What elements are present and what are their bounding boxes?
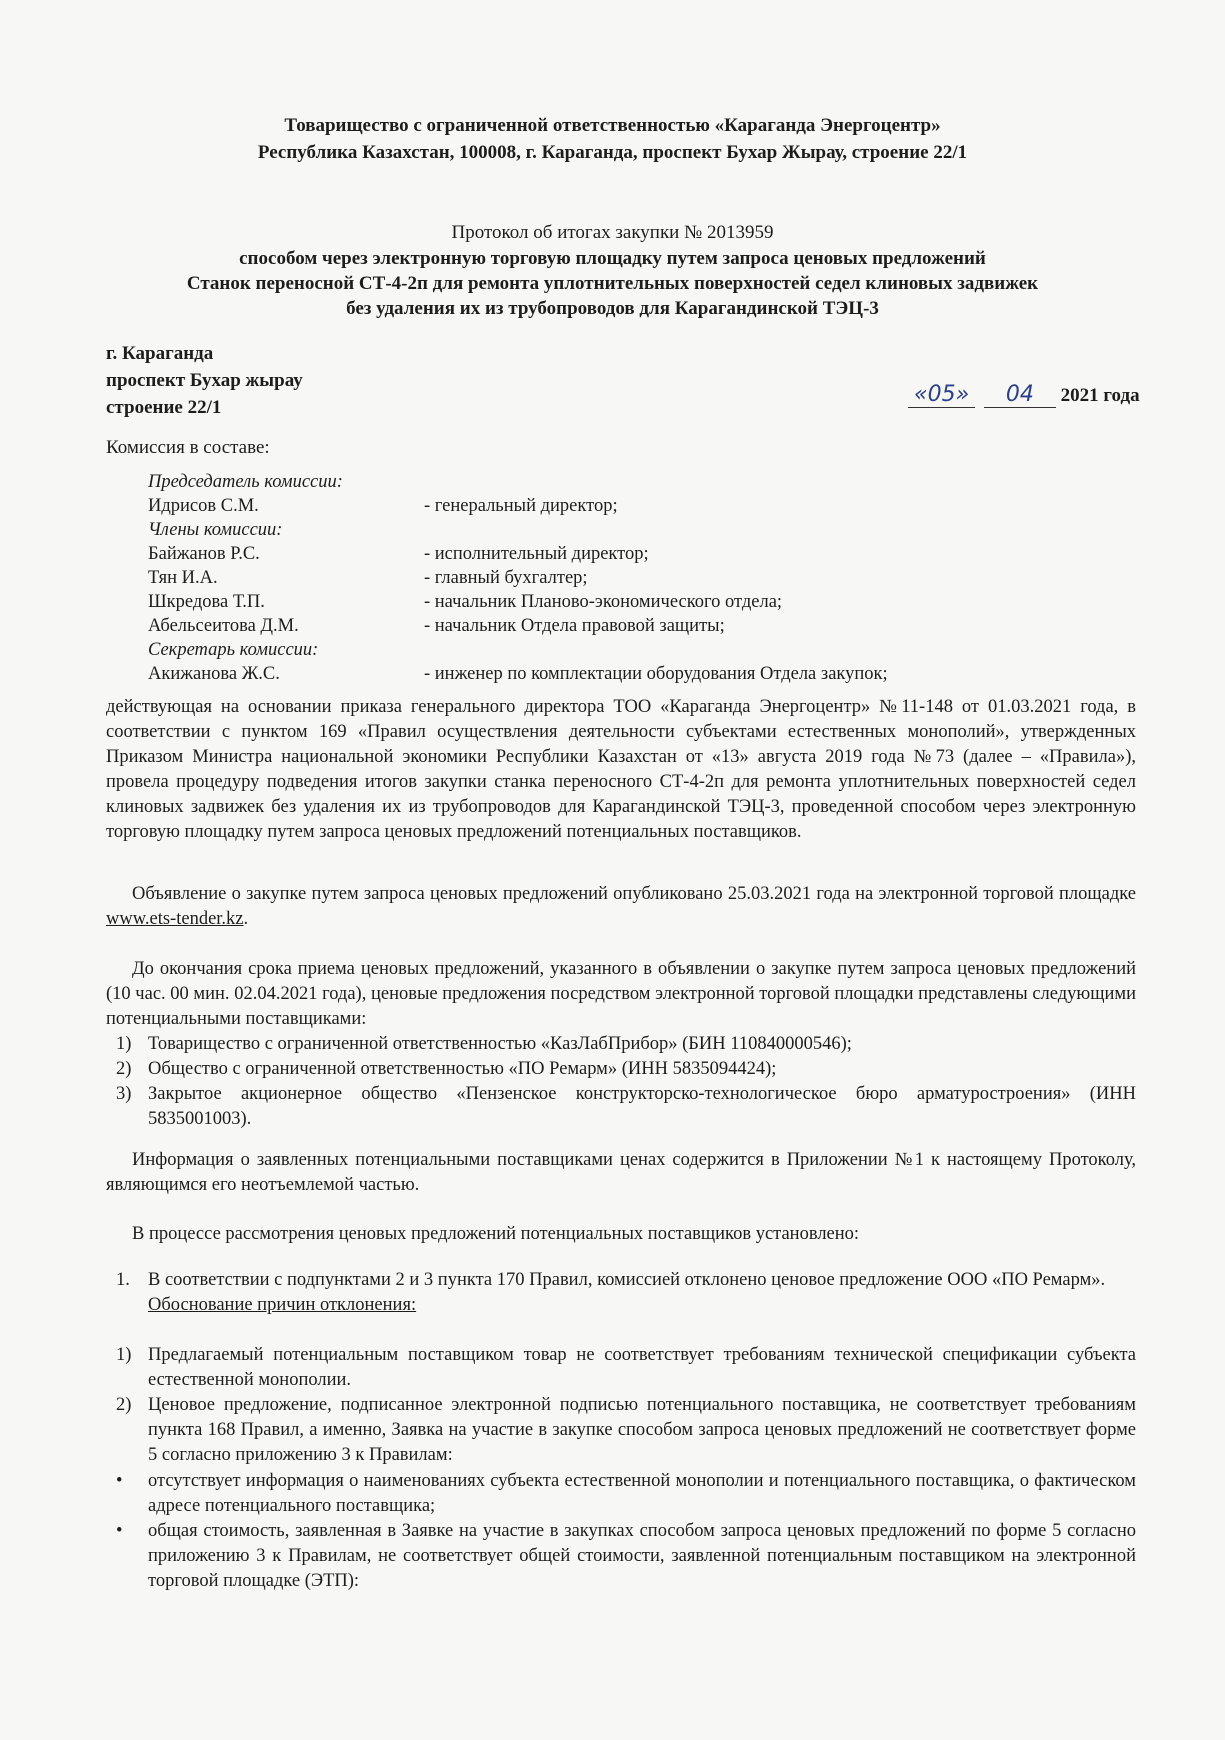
org-name: Товарищество с ограниченной ответственностью «Караганда Энергоцентр» [284, 115, 941, 136]
member-position: - исполнительный директор; [424, 544, 649, 564]
supplier-item-number: 3) [116, 1084, 132, 1104]
protocol-subtitle-2: Станок переносной СТ-4-2п для ремонта уплотнительных поверхностей седел клиновых задвижек [186, 273, 1039, 294]
ets-tender-link[interactable]: www.ets-tender.kz [106, 909, 244, 929]
member-name: Тян И.А. [148, 568, 218, 588]
commission-label: Комиссия в составе: [106, 437, 270, 458]
protocol-subtitle-1: способом через электронную торговую площадку путем запроса ценовых предложений [239, 248, 986, 269]
member-name: Идрисов С.М. [148, 496, 259, 516]
commission-row [148, 638, 1048, 662]
bullet-icon: • [116, 1521, 123, 1541]
commission-role-heading: Члены комиссии: [148, 520, 283, 540]
reason-item-text: Предлагаемый потенциальным поставщиком товар не соответствует требованиям технической спецификации субъекта естественной монополии. [148, 1345, 1136, 1390]
reason-item-number: 1) [116, 1345, 132, 1365]
member-position: - начальник Отдела правовой защиты; [424, 616, 725, 636]
finding-1 [106, 1268, 1136, 1318]
member-position: - главный бухгалтер; [424, 568, 588, 588]
supplier-item-number: 2) [116, 1059, 132, 1079]
detail-bullet-item [106, 1519, 1136, 1594]
commission-row [148, 542, 1048, 566]
paragraph-announcement: Объявление о закупке путем запроса ценовых предложений опубликовано 25.03.2021 года на электронной торговой площадке www.ets-tender.kz. [106, 884, 1136, 929]
date-year: 2021 года [1060, 385, 1140, 406]
supplier-item [106, 1032, 1136, 1057]
reason-item [106, 1393, 1136, 1468]
supplier-item-text: Закрытое акционерное общество «Пензенское конструкторско-технологическое бюро арматуростроения» (ИНН 5835001003). [148, 1084, 1136, 1129]
commission-members [148, 470, 1048, 686]
commission-row [148, 662, 1048, 686]
place-street: проспект Бухар жырау [106, 370, 303, 391]
commission-row [148, 614, 1048, 638]
paragraph-basis: действующая на основании приказа генерального директора ТОО «Караганда Энергоцентр» №11-148 от 01.03.2021 года, в соответствии с пунктом 169 «Правил осуществления деятельности субъектами естественных монополий», утвержденных Приказом Министра национальной экономики Республики Казахстан от «13» августа 2019 года №73 (далее – «Правила»), провела процедуру подведения итогов закупки станка переносного СТ-4-2п для ремонта уплотнительных поверхностей седел клиновых задвижек без удаления их из трубопроводов для Карагандинской ТЭЦ-3, проведенной способом через электронную торговую площадку путем запроса ценовых предложений потенциальных поставщиков. [106, 697, 1136, 842]
supplier-item [106, 1082, 1136, 1132]
commission-row [148, 566, 1048, 590]
commission-row [148, 590, 1048, 614]
paragraph-offers: До окончания срока приема ценовых предложений, указанного в объявлении о закупке путем запроса ценовых предложений (10 час. 00 мин. 02.04.2021 года), ценовые предложения посредством электронной торговой площадки представлены следующими потенциальными поставщиками: [106, 959, 1136, 1029]
commission-row [148, 494, 1048, 518]
supplier-list [106, 1032, 1136, 1132]
member-position: - инженер по комплектации оборудования Отдела закупок; [424, 664, 888, 684]
rejection-reasons-list [106, 1343, 1136, 1468]
org-address: Республика Казахстан, 100008, г. Караганда, проспект Бухар Жырау, строение 22/1 [257, 142, 968, 163]
paragraph-prices: Информация о заявленных потенциальными поставщиками ценах содержится в Приложении №1 к настоящему Протоколу, являющимся его неотъемлемой частью. [106, 1150, 1136, 1195]
member-name: Абельсеитова Д.М. [148, 616, 299, 636]
reason-item [106, 1343, 1136, 1393]
place-building: строение 22/1 [106, 397, 222, 418]
protocol-title: Протокол об итогах закупки № 2013959 [451, 222, 774, 243]
bullet-icon: • [116, 1471, 123, 1491]
member-position: - генеральный директор; [424, 496, 618, 516]
supplier-item-text: Товарищество с ограниченной ответственностью «КазЛабПрибор» (БИН 110840000546); [148, 1034, 852, 1054]
member-position: - начальник Планово-экономического отдела; [424, 592, 783, 612]
protocol-subtitle-3: без удаления их из трубопроводов для Карагандинской ТЭЦ-3 [346, 298, 879, 319]
date-month: 04 [984, 382, 1056, 408]
supplier-item-text: Общество с ограниченной ответственностью «ПО Ремарм» (ИНН 5835094424); [148, 1059, 777, 1079]
member-name: Байжанов Р.С. [148, 544, 260, 564]
rejection-details-list [106, 1469, 1136, 1594]
paragraph-review: В процессе рассмотрения ценовых предложений потенциальных поставщиков установлено: [132, 1224, 860, 1244]
commission-role-heading: Секретарь комиссии: [148, 640, 319, 660]
commission-row [148, 518, 1048, 542]
member-name: Шкредова Т.П. [148, 592, 265, 612]
place-block [106, 340, 303, 421]
reason-item-text: Ценовое предложение, подписанное электронной подписью потенциального поставщика, не соответствует требованиям пункта 168 Правил, а именно, Заявка на участие в закупке способом запроса ценовых предложений не соответствует форме 5 согласно приложению 3 к Правилам: [148, 1395, 1136, 1465]
protocol-date [908, 382, 1140, 407]
reason-item-number: 2) [116, 1395, 132, 1415]
commission-row [148, 470, 1048, 494]
date-day: «05» [908, 382, 975, 408]
supplier-item [106, 1057, 1136, 1082]
rejection-reasons-label: Обоснование причин отклонения: [148, 1295, 417, 1315]
detail-bullet-item [106, 1469, 1136, 1519]
finding-1-number: 1. [116, 1270, 130, 1290]
member-name: Акижанова Ж.С. [148, 664, 280, 684]
finding-1-text: В соответствии с подпунктами 2 и 3 пункта 170 Правил, комиссией отклонено ценовое предложение ООО «ПО Ремарм». [148, 1270, 1106, 1290]
detail-bullet-text: общая стоимость, заявленная в Заявке на участие в закупках способом запроса ценовых предложений по форме 5 согласно приложению 3 к Правилам, не соответствует общей стоимости, заявленной потенциальным поставщиком на электронной торговой площадке (ЭТП): [148, 1521, 1136, 1591]
detail-bullet-text: отсутствует информация о наименованиях субъекта естественной монополии и потенциального поставщика, о фактическом адресе потенциального поставщика; [148, 1471, 1136, 1516]
supplier-item-number: 1) [116, 1034, 132, 1054]
place-city: г. Караганда [106, 343, 214, 364]
commission-role-heading: Председатель комиссии: [148, 472, 343, 492]
